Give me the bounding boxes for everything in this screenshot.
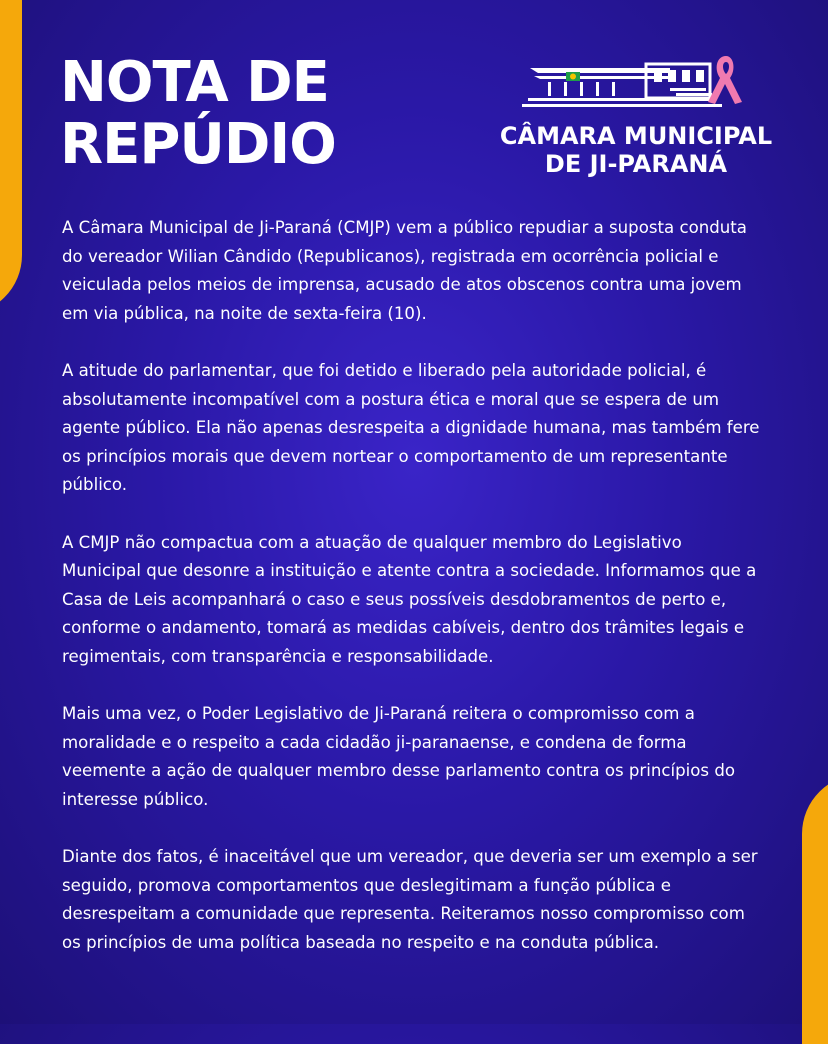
building-icon xyxy=(520,52,752,114)
accent-shape-left xyxy=(0,0,22,315)
title-line-2: REPÚDIO xyxy=(60,112,336,177)
accent-shape-right xyxy=(802,774,828,1044)
chamber-name-line-1: CÂMARA MUNICIPAL xyxy=(499,122,773,150)
chamber-logo xyxy=(496,52,776,182)
paragraph: Diante dos fatos, é inaceitável que um vereador, que deveria ser um exemplo a ser seguido, promova comportamentos que deslegitimam a função pública e desrespeitam a comunidade que representa. Reiteramos nosso compromisso com os princípios de uma política baseada no respeito e na conduta pública. xyxy=(62,847,758,952)
title-line-1: NOTA DE xyxy=(60,50,329,115)
chamber-name-line-2: DE JI-PARANÁ xyxy=(544,150,728,178)
statement-body xyxy=(62,214,762,986)
chamber-name xyxy=(496,122,776,178)
paragraph: A Câmara Municipal de Ji-Paraná (CMJP) vem a público repudiar a suposta conduta do vereador Wilian Cândido (Republicanos), registrada em ocorrência policial e veiculada pelos meios de imprensa, acusado de atos obscenos contra uma jovem em via pública, na noite de sexta-feira (10). xyxy=(62,218,747,323)
page-title xyxy=(60,52,336,176)
paragraph: A CMJP não compactua com a atuação de qualquer membro do Legislativo Municipal que desonre a instituição e atente contra a sociedade. Informamos que a Casa de Leis acompanhará o caso e seus possíveis desdobramentos de perto e, conforme o andamento, tomará as medidas cabíveis, dentro dos trâmites legais e regimentais, com transparência e responsabilidade. xyxy=(62,532,757,666)
paragraph: A atitude do parlamentar, que foi detido e liberado pela autoridade policial, é absolutamente incompatível com a postura ética e moral que se espera de um agente público. Ela não apenas desrespeita a dignidade humana, mas também fere os princípios morais que devem nortear o comportamento de um representante público. xyxy=(62,360,760,495)
paragraph: Mais uma vez, o Poder Legislativo de Ji-Paraná reitera o compromisso com a moralidade e o respeito a cada cidadão ji-paranaense, e condena de forma veemente a ação de qualquer membro desse parlamento contra os princípios do interesse público. xyxy=(62,704,736,809)
